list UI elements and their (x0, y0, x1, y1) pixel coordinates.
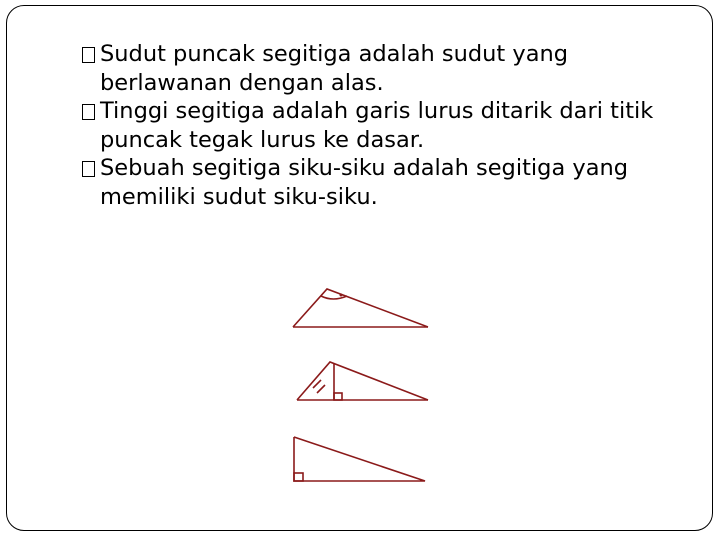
triangle-apex-angle-figure (293, 289, 428, 327)
triangle-height-figure (297, 362, 428, 400)
apex-angle-dot (340, 294, 343, 297)
bullet-text: Tinggi segitiga adalah garis lurus ditarik dari titik puncak tegak lurus ke dasar. (100, 98, 654, 153)
right-triangle-figure (294, 437, 425, 481)
hatch-mark (317, 385, 325, 393)
apex-angle-arc (321, 296, 347, 299)
triangle-outline (293, 289, 428, 327)
triangle-outline (294, 437, 425, 481)
right-angle-marker (294, 473, 303, 481)
right-angle-marker (334, 393, 342, 400)
bullet-text: Sebuah segitiga siku-siku adalah segitiga yang memiliki sudut siku-siku. (100, 155, 629, 210)
bullet-text: Sudut puncak segitiga adalah sudut yang berlawanan dengan alas. (100, 41, 569, 96)
triangle-outline (297, 362, 428, 400)
